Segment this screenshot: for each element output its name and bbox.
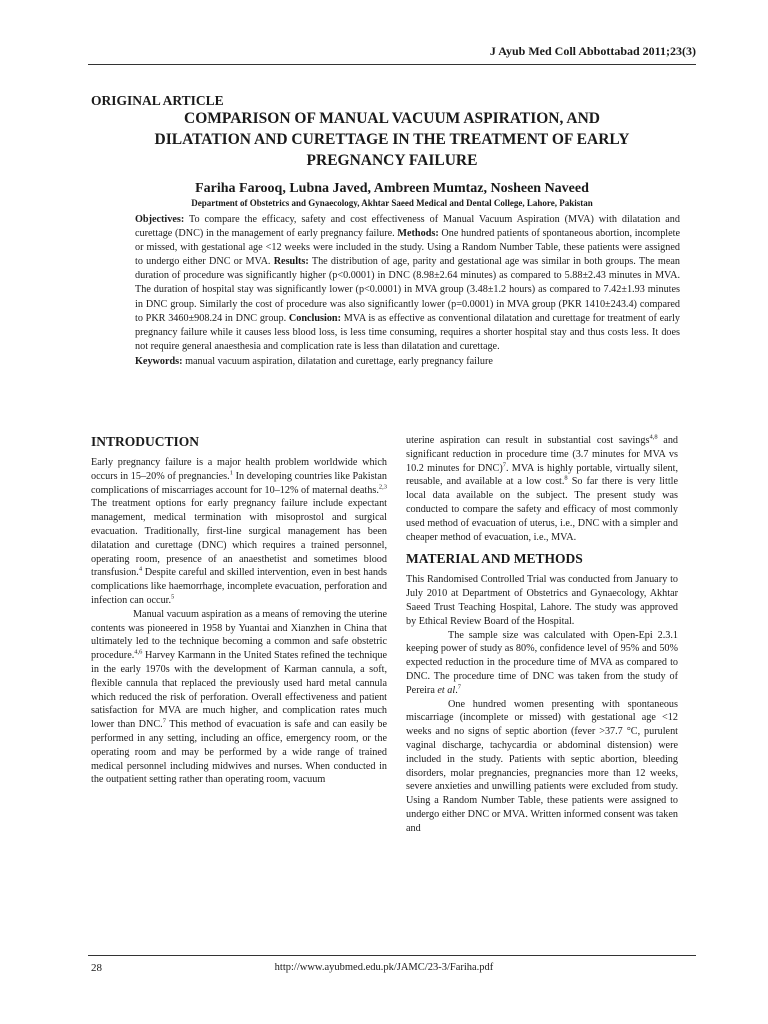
- citation-ref: 4,6: [134, 648, 143, 656]
- journal-citation: J Ayub Med Coll Abbottabad 2011;23(3): [489, 44, 696, 58]
- methods-label: Methods:: [397, 228, 439, 240]
- introduction-heading: INTRODUCTION: [91, 434, 200, 449]
- intro-text: This method of evacuation is safe and can easily be performed in any setting, including an office, emergency room, or the operating room and may be performed by a wide range of trained medical personnel including midwives and nurses. When conducted in the outpatient setting rather than operating room, vacuum: [91, 719, 387, 786]
- abstract-body: [135, 213, 680, 354]
- citation-ref: 4,8: [649, 433, 658, 441]
- citation-ref: 2,3: [378, 483, 387, 491]
- intro-text: Manual vacuum aspiration as a means of removing the uterine contents was pioneered in 1958 by Yuantai and Xianzhen in China that ultimately led to the technique becoming a common and safe obstetric procedure.: [91, 608, 387, 662]
- right-column: [406, 434, 678, 836]
- intro-paragraph-1: [91, 456, 387, 608]
- author-list: Fariha Farooq, Lubna Javed, Ambreen Mumtaz, Nosheen Naveed: [195, 181, 589, 196]
- conclusion-label: Conclusion:: [288, 312, 341, 324]
- results-label: Results:: [273, 256, 309, 268]
- intro-paragraph-2: [91, 608, 387, 787]
- intro-text: In developing countries like Pakistan complications of miscarriages account for 10–12% of maternal deaths.: [91, 470, 387, 496]
- title-line: DILATATION AND CURETTAGE IN THE TREATMENT OF EARLY: [154, 131, 630, 148]
- left-column: [91, 434, 387, 787]
- intro-text: Early pregnancy failure is a major health problem worldwide which occurs in 15–20% of pregnancies.: [91, 457, 387, 482]
- citation-ref: 8: [564, 475, 568, 482]
- article-title: [88, 108, 696, 171]
- footer-url[interactable]: http://www.ayubmed.edu.pk/JAMC/23-3/Fariha.pdf: [274, 962, 494, 973]
- keywords-label: Keywords:: [135, 355, 183, 367]
- intro-text: uterine aspiration can result in substantial cost savings: [406, 435, 650, 446]
- keywords: [135, 355, 680, 369]
- et-al: et al: [437, 684, 456, 696]
- intro-text: . MVA is highly portable, virtually silent, reusable, and available at a low cost.: [406, 462, 678, 488]
- citation-ref: 1: [229, 469, 233, 477]
- title-line: PREGNANCY FAILURE: [306, 152, 478, 169]
- methods-paragraph-2: [406, 629, 678, 698]
- conclusion-text: MVA is as effective as conventional dilatation and curettage for treatment of early pregnancy failure while it causes less blood loss, is less time consuming, requires a shorter hospital stay and thus costs less. It does not require general anaesthesia and complication rate is less than dilatation and curettage.: [135, 312, 680, 352]
- citation-ref: 5: [171, 593, 175, 601]
- intro-continued: [406, 434, 678, 544]
- methods-text: One hundred patients of spontaneous abortion, incomplete or missed, with gestational age <12 weeks were included in the study. Using a Random Number Table, these patients were assigned to undergo either DNC or MVA.: [135, 228, 680, 268]
- title-line: COMPARISON OF MANUAL VACUUM ASPIRATION, AND: [184, 110, 600, 127]
- methods-heading: MATERIAL AND METHODS: [406, 551, 583, 567]
- intro-text: Harvey Karmann in the United States refined the technique in the early 1970s with the development of Karman cannula, a soft, flexible cannula that replaced the previously used hard metal cannula which reduced the risk of perforation. Overall effectiveness and patient satisfaction for MVA are much higher, and complication rates much lower than DNC.: [91, 650, 387, 731]
- article-type: ORIGINAL ARTICLE: [91, 93, 224, 108]
- methods-paragraph-1: This Randomised Controlled Trial was conducted from January to July 2010 at Department of Obstetrics and Gynaecology, Akhtar Saeed Trust Teaching Hospital, Lahore. The study was approved by Ethical Review Board of the Hospital.: [406, 574, 678, 627]
- citation-ref: 7: [457, 683, 462, 691]
- intro-text: and significant reduction in procedure time (3.7 minutes for MVA vs 10.2 minutes for DNC): [406, 435, 679, 474]
- methods-paragraph-3: One hundred women presenting with spontaneous miscarriage (incomplete or missed) with gestational age <12 weeks and no signs of septic abortion (fever >37.7 °C, purulent vaginal discharge, tachycardia or abdominal distension) were included in the study. Patients with septic abortion, bleeding disorders, molar pregnancies, pregnancies more than 12 weeks, severe anxieties and unwilling patients were excluded from study. Using a Random Number Table, these patients were assigned to undergo either DNC or MVA. Written informed consent was taken and: [406, 698, 678, 834]
- page-number: 28: [91, 962, 102, 974]
- affiliation: Department of Obstetrics and Gynaecology, Akhtar Saeed Medical and Dental College, Lahore, Pakistan: [191, 198, 593, 208]
- keywords-text: manual vacuum aspiration, dilatation and curettage, early pregnancy failure: [182, 355, 493, 367]
- intro-text: So far there is very little local data available on the subject. The present study was conducted to compare the safety and efficacy of most commonly used method of evacuation of uterus, i.e., DNC with a simpler and cheaper method of evacuation, i.e., MVA.: [406, 476, 679, 543]
- intro-text: The treatment options for early pregnancy failure include expectant management, medical termination with misoprostol and surgical evacuation. Traditionally, first-line surgical management has been dilatation and curettage (DNC) which requires a trained personnel, operating room, presence of an anaesthetist and sometimes blood transfusion.: [91, 498, 387, 579]
- citation-ref: 4: [138, 565, 143, 573]
- citation-ref: 7: [502, 461, 506, 469]
- results-text: The distribution of age, parity and gestational age was similar in both groups. The mean duration of procedure was significantly higher (p<0.0001) in DNC (8.98±2.64 minutes) as compared to 5.88±2.43 minutes in MVA. The duration of hospital stay was significantly lower (p<0.0001) in MVA group (3.48±1.2 hours) as compared to 7.42±1.93 minutes in DNC group. Similarly the cost of procedure was also significantly lower (p=0.0001) in MVA group (PKR 1410±243.4) compared to PKR 3460±908.24 in DNC group.: [135, 256, 680, 324]
- methods-text: The sample size was calculated with Open-Epi 2.3.1 keeping power of study as 80%, confidence level of 95% and 50% expected reduction in the procedure time of MVA as compared to DNC. The procedure time of DNC was taken from the study of Pereira: [406, 629, 678, 696]
- intro-text: Despite careful and skilled intervention, even in best hands complications like haemorrhage, incomplete evacuation, perforation and infection can occur.: [91, 567, 387, 606]
- header-rule: [88, 64, 696, 65]
- footer-rule: [88, 955, 696, 956]
- objectives-label: Objectives:: [135, 214, 185, 225]
- methods-text: .: [455, 684, 458, 696]
- objectives-text: To compare the efficacy, safety and cost effectiveness of Manual Vacuum Aspiration (MVA) with dilatation and curettage (DNC) in the management of early pregnancy failure.: [135, 214, 680, 240]
- citation-ref: 7: [162, 717, 166, 725]
- abstract: [135, 213, 680, 369]
